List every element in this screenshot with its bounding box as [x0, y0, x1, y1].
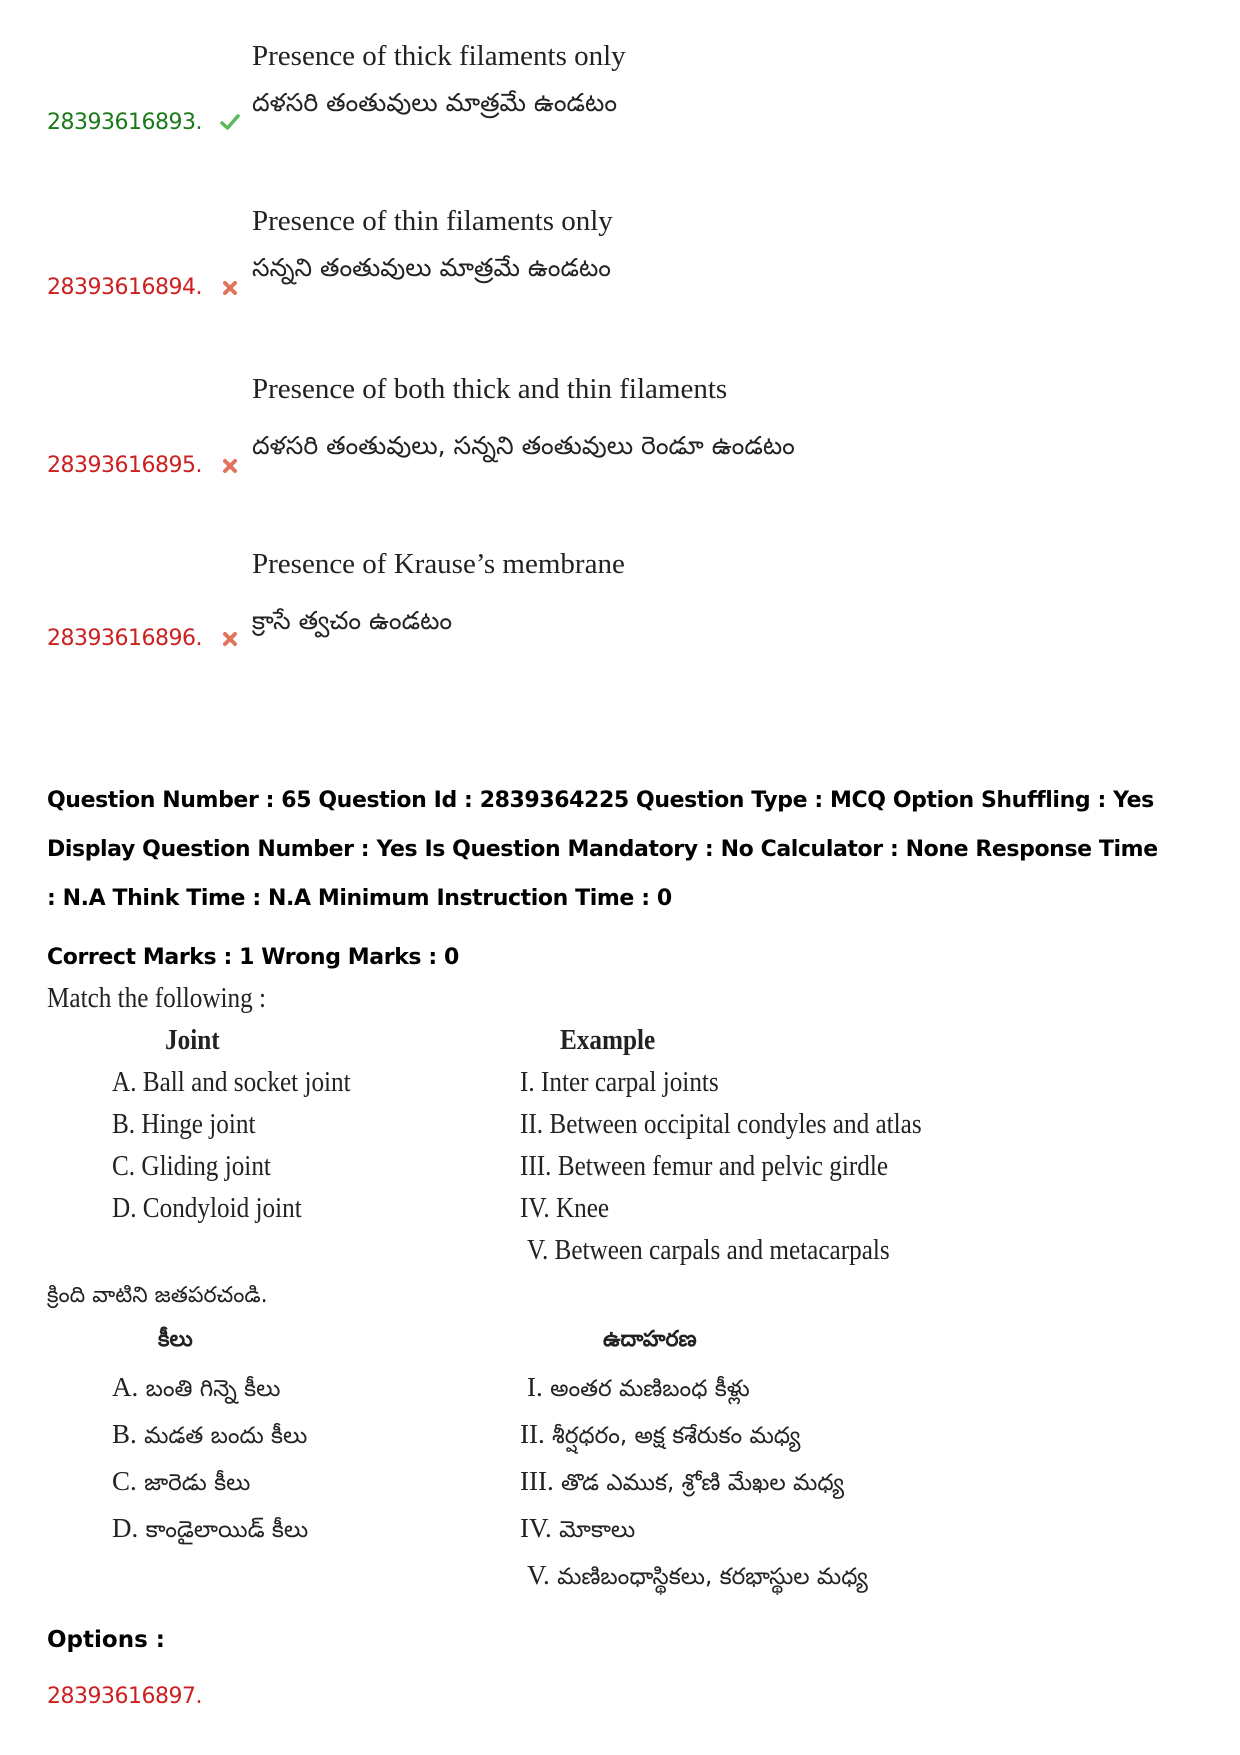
match-item-left-telugu: A. బంతి గిన్నె కీలు — [112, 1372, 281, 1402]
column-header-example: Example — [560, 1025, 656, 1056]
match-item-right: I. Inter carpal joints — [520, 1067, 719, 1098]
option-text-telugu: సన్నని తంతువులు మాత్రమే ఉండటం — [252, 253, 611, 282]
check-icon — [219, 111, 241, 133]
question-meta-line: : N.A Think Time : N.A Minimum Instruction Time : 0 — [47, 886, 672, 911]
match-item-right-telugu: I. అంతర మణిబంధ కీళ్లు — [527, 1372, 750, 1402]
match-item-left: C. Gliding joint — [112, 1151, 271, 1182]
match-item-left-telugu: B. మడత బందు కీలు — [112, 1419, 308, 1449]
match-item-right: V. Between carpals and metacarpals — [527, 1235, 890, 1266]
match-item-right: IV. Knee — [520, 1193, 610, 1224]
option-text-telugu: దళసరి తంతువులు మాత్రమే ఉండటం — [252, 88, 618, 117]
match-item-right-telugu: III. తొడ ఎముక, శ్రోణి మేఖల మధ్య — [520, 1466, 844, 1496]
match-item-right-telugu: IV. మోకాలు — [520, 1513, 636, 1543]
option-text-english: Presence of thick filaments only — [252, 40, 626, 72]
question-meta-line: Question Number : 65 Question Id : 2839364225 Question Type : MCQ Option Shuffling : Yes — [47, 788, 1154, 813]
match-item-left: D. Condyloid joint — [112, 1193, 302, 1224]
option-id: 28393616897. — [47, 1684, 202, 1709]
match-item-left-telugu: C. జారెడు కీలు — [112, 1466, 251, 1496]
match-item-right-telugu: V. మణిబంధాస్థికలు, కరభాస్థుల మధ్య — [527, 1560, 868, 1590]
column-header-telugu-joint: కీలు — [158, 1327, 193, 1352]
question-meta-line: Display Question Number : Yes Is Question Mandatory : No Calculator : None Response Time — [47, 837, 1158, 862]
option-text-telugu: క్రాసే త్వచం ఉండటం — [252, 606, 453, 635]
cross-icon — [219, 455, 241, 477]
question-meta — [47, 776, 1217, 923]
match-item-left-telugu: D. కాండైలాయిడ్ కీలు — [112, 1513, 309, 1543]
match-item-left: B. Hinge joint — [112, 1109, 256, 1140]
option-id: 28393616893. — [47, 110, 202, 135]
option-text-english: Presence of Krause’s membrane — [252, 548, 625, 580]
option-text-telugu: దళసరి తంతువులు, సన్నని తంతువులు రెండూ ఉండటం — [252, 431, 795, 460]
option-id: 28393616895. — [47, 453, 202, 478]
match-item-right: II. Between occipital condyles and atlas — [520, 1109, 922, 1140]
match-item-left: A. Ball and socket joint — [112, 1067, 351, 1098]
column-header-telugu-example: ఉదాహరణ — [603, 1327, 697, 1352]
match-item-right: III. Between femur and pelvic girdle — [520, 1151, 889, 1182]
option-text-english: Presence of thin filaments only — [252, 205, 613, 237]
column-header-joint: Joint — [165, 1025, 220, 1056]
match-item-right-telugu: II. శీర్షధరం, అక్ష కశేరుకం మధ్య — [520, 1419, 801, 1449]
options-label: Options : — [47, 1627, 165, 1653]
option-id: 28393616894. — [47, 275, 202, 300]
option-id: 28393616896. — [47, 626, 202, 651]
option-text-english: Presence of both thick and thin filaments — [252, 373, 728, 405]
question-prompt-telugu: క్రింది వాటిని జతపరచండి. — [47, 1283, 268, 1308]
question-prompt: Match the following : — [47, 983, 267, 1014]
marks-info: Correct Marks : 1 Wrong Marks : 0 — [47, 945, 459, 970]
cross-icon — [219, 277, 241, 299]
cross-icon — [219, 628, 241, 650]
